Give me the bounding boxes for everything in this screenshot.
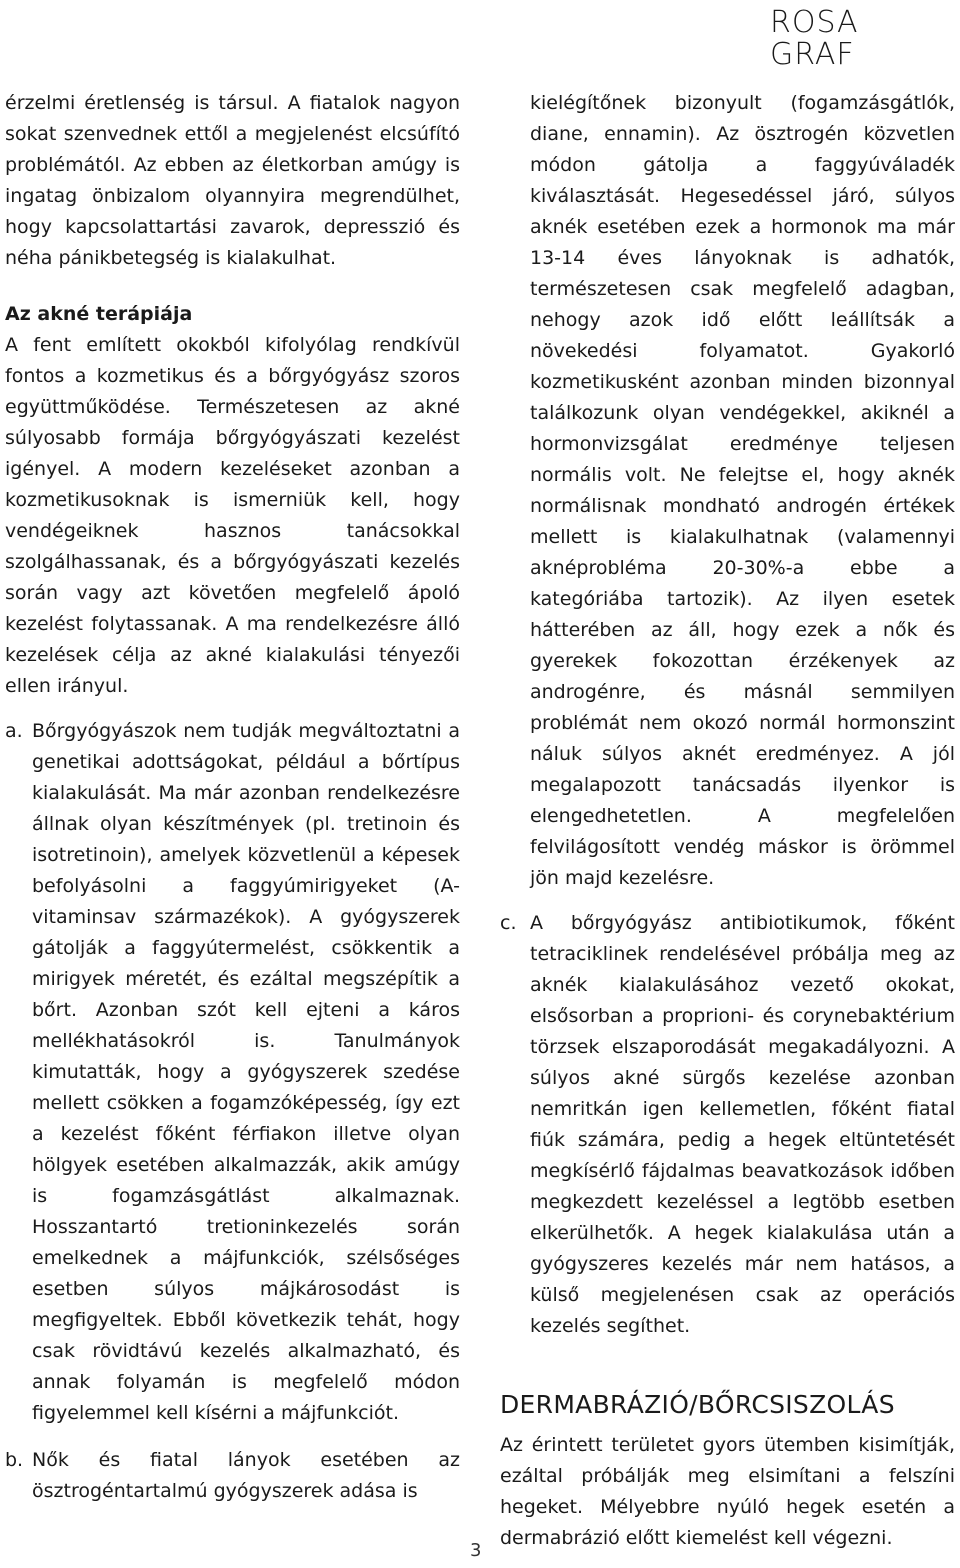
intro-paragraph: érzelmi éretlenség is társul. A fiatalok nagyon sokat szenvednek ettől a megjelenést elcsúfító problémától. Az ebben az életkorban amúgy is ingatag önbizalom olyannyira megrendülhet, hogy kapcsolattartási zavarok, depresszió és néha pánikbetegség is kialakulhat.: [5, 92, 460, 269]
left-column: [5, 88, 460, 1507]
continuation-paragraph: kielégítőnek bizonyult (fogamzásgátlók, diane, ennamin). Az ösztrogén közvetlen módon gátolja a faggyúváladék kiválasztását. Hegesedéssel járó, súlyos aknék esetében ezek a hormonok ma már 13-14 éves lányoknak is adhatók, természetesen csak megfelelő adagban, nehogy azok idő előtt leállítsák a növekedési folyamatot. Gyakorló kozmetikusként azonban minden bizonnyal találkozunk olyan vendégekkel, akiknél a hormonvizsgálat eredménye teljesen normális volt. Ne felejtse el, hogy aknék normálisnak mondható androgén értékek mellett is kialakulhatnak (valamennyi aknéprobléma 20-30%-a ebbe a kategóriába tartozik). Az ilyen esetek hátterében az áll, hogy ezek a nők és gyerekek fokozottan érzékenyek az androgénre, és másnál semmilyen problémát nem okozó normál hormonszint náluk súlyos aknét eredményez. A jól megalapozott tanácsadás ilyenkor is elengedhetetlen. A megfelelően felvilágosított vendég máskor is örömmel jön majd kezelésre.: [530, 92, 955, 889]
section-title: DERMABRÁZIÓ/BŐRCSISZOLÁS: [500, 1390, 895, 1419]
page-number: 3: [470, 1540, 482, 1561]
section-paragraph: Az érintett területet gyors ütemben kisimítják, ezáltal próbálják meg elsimítani a felszíni hegeket. Mélyebbre nyúló hegek esetén a dermabrázió előtt kiemelést kell végezni.: [500, 1434, 955, 1549]
logo-line2: GRAF: [770, 37, 855, 68]
logo-line1: ROSA: [770, 5, 859, 40]
right-column: [500, 88, 955, 1554]
rosa-graf-logo: [768, 4, 860, 68]
list-item-c: [500, 908, 955, 1342]
list-item-label: c.: [500, 912, 517, 934]
list-item-text: Bőrgyógyászok nem tudják megváltoztatni a genetikai adottságokat, például a bőrtípus kialakulását. Ma már azonban rendelkezésre állnak olyan készítmények (pl. tretinoin és isotretinoin), amelyek közvetlenül a képesek befolyásolni a faggyúmirigyeket (A-vitaminsav származékok). A gyógyszerek gátolják a faggyútermelést, csökkentik a mirigyek méretét, és ezáltal megszépítik a bőrt. Azonban szót kell ejteni a káros mellékhatásokról is. Tanulmányok kimutatták, hogy a gyógyszerek szedése mellett csökken a fogamzóképesség, így ezt a kezelést főként férfiakon illetve olyan hölgyek esetében alkalmazzák, akik amúgy is fogamzásgátlást alkalmaznak. Hosszantartó tretioninkezelés során emelkednek a májfunkciók, szélsőséges esetben súlyos májkárosodást is megfigyeltek. Ebből következik tehát, hogy csak rövidtávú kezelés alkalmazható, és annak folyamán is megfelelő módon figyelemmel kell kísérni a májfunkciót.: [32, 720, 460, 1424]
list-item-label: a.: [5, 720, 23, 742]
section-heading: Az akné terápiája: [5, 303, 193, 325]
therapy-paragraph: A fent említett okokból kifolyólag rendkívül fontos a kozmetikus és a bőrgyógyász szoros együttműködése. Természetesen az akné súlyosabb formája bőrgyógyászati kezelést igényel. A modern kezeléseket azonban a kozmetikusoknak is ismerniük kell, hogy vendégeiknek hasznos tanácsokkal szolgálhassanak, és a bőrgyógyászati kezelés során vagy azt követően megfelelő ápoló kezelést folytassanak. A ma rendelkezésre álló kezelések célja az akné kialakulási tényezői ellen irányul.: [5, 334, 460, 697]
list-item-text: Nők és fiatal lányok esetében az ösztrogéntartalmú gyógyszerek adása is: [32, 1449, 460, 1502]
list-item-b: [5, 1445, 460, 1507]
list-item-label: b.: [5, 1449, 24, 1471]
list-item-a: [5, 716, 460, 1429]
list-item-text: A bőrgyógyász antibiotikumok, főként tetraciklinek rendelésével próbálja meg az aknék kialakulásához vezető okokat, elsősorban a proprioni- és corynebaktérium törzsek elszaporodását megakadályozni. A súlyos akné sürgős kezelése azonban nemritkán igen kellemetlen, főként fiatal fiúk számára, pedig a hegek eltüntetését megkísérlő fájdalmas beavatkozások időben megkezdett kezeléssel a legtöbb esetben elkerülhetők. A hegek kialakulása után a gyógyszeres kezelés már nem hatásos, a külső megjelenésen csak az operációs kezelés segíthet.: [530, 912, 955, 1337]
